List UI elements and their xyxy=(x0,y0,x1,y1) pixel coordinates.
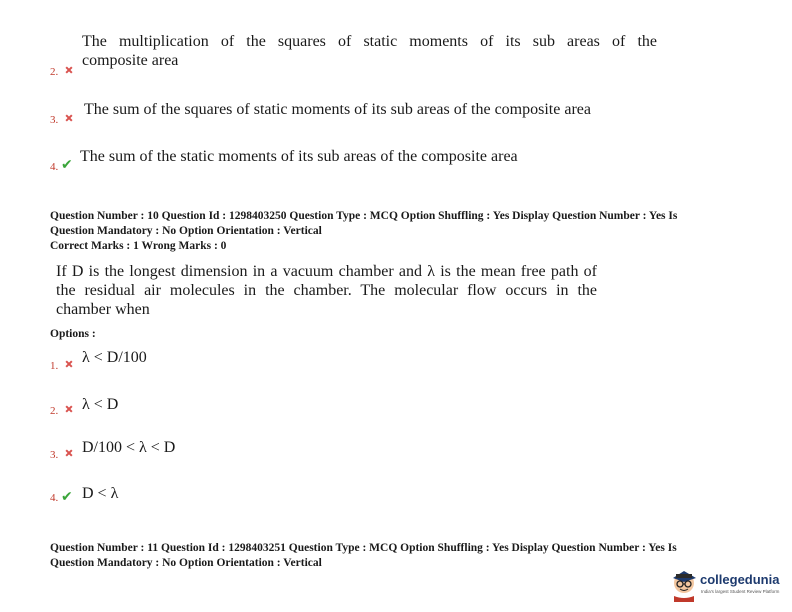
q10-option-1 xyxy=(50,346,350,376)
question-10-meta: Question Number : 10 Question Id : 1298403250 Question Type : MCQ Option Shuffling : Yes Display Question Number : Yes Is Question Mandatory : No Option Orientation : Vertical Correct Marks : 1 Wrong Marks : 0 xyxy=(50,210,678,252)
option-text: λ < D xyxy=(82,396,119,413)
q10-option-4 xyxy=(50,482,350,512)
option-text: D < λ xyxy=(82,485,119,502)
option-text: The sum of the squares of static moments of its sub areas of the composite area xyxy=(84,101,591,118)
option-text: D/100 < λ < D xyxy=(82,439,176,456)
wrong-mark-icon xyxy=(65,66,73,74)
wrong-mark-icon xyxy=(65,449,73,457)
wrong-mark-icon xyxy=(65,114,73,122)
option-text: The sum of the static moments of its sub areas of the composite area xyxy=(80,148,518,165)
wrong-mark-icon xyxy=(65,360,73,368)
logo-tagline: India's largest Student Review Platform xyxy=(701,589,780,594)
option-number: 4. xyxy=(50,492,59,504)
option-number: 1. xyxy=(50,360,59,372)
q10-option-3 xyxy=(50,436,350,466)
option-text: The multiplication of the squares of static moments of its sub areas of the composite area xyxy=(82,33,657,69)
q10-option-2 xyxy=(50,393,350,423)
prev-option-4 xyxy=(50,145,650,175)
option-number: 3. xyxy=(50,449,59,461)
collegedunia-logo xyxy=(670,566,790,606)
prev-option-3 xyxy=(50,98,650,128)
options-label: Options : xyxy=(50,328,96,340)
option-number: 2. xyxy=(50,66,59,78)
student-mascot-icon xyxy=(670,566,700,602)
option-text: λ < D/100 xyxy=(82,349,147,366)
correct-check-icon: ✔ xyxy=(61,489,73,505)
question-11-meta: Question Number : 11 Question Id : 1298403251 Question Type : MCQ Option Shuffling : Yes Display Question Number : Yes Is Question Mandatory : No Option Orientation : Vertical xyxy=(50,542,677,569)
option-number: 4. xyxy=(50,161,59,173)
option-number: 3. xyxy=(50,114,59,126)
option-number: 2. xyxy=(50,405,59,417)
logo-name: collegedunia xyxy=(700,572,780,587)
question-10-text: If D is the longest dimension in a vacuum chamber and λ is the mean free path of the residual air molecules in the chamber. The molecular flow occurs in the chamber when xyxy=(56,263,597,318)
correct-check-icon: ✔ xyxy=(61,157,73,173)
wrong-mark-icon xyxy=(65,405,73,413)
prev-option-2 xyxy=(50,30,657,80)
